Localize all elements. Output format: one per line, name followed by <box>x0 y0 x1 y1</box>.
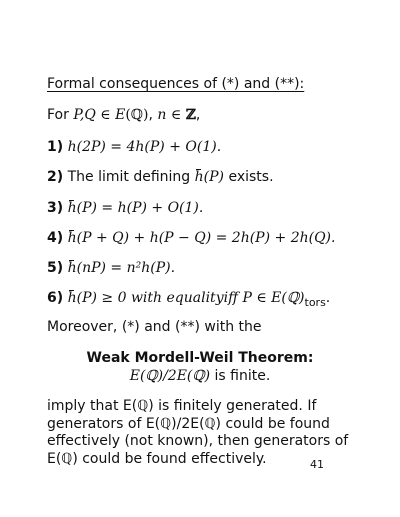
item-6-iff: iff <box>223 290 239 306</box>
item-6-end: . <box>325 290 331 306</box>
item-5 <box>47 259 175 277</box>
intro-end: , <box>195 107 201 123</box>
item-5-number: 5) <box>47 260 64 276</box>
theorem-title: Weak Mordell-Weil Theorem: <box>86 350 314 366</box>
item-2-text-end: exists. <box>224 169 274 185</box>
intro-prefix: For <box>47 107 74 123</box>
item-4-formula: h(P + Q) + h(P − Q) = 2h(P) + 2h(Q). <box>67 230 336 246</box>
conclusion-paragraph: imply that E(ℚ) is finitely generated. If generators of E(ℚ)/2E(ℚ) could be found effectively (not known), then generators of E(ℚ) could be found effectively. <box>47 398 349 467</box>
intro-in1: ∈ <box>95 107 116 123</box>
item-5-formula: h(nP) = n²h(P). <box>67 260 176 276</box>
item-2-formula: h(P) <box>194 169 224 185</box>
theorem-statement <box>0 367 400 385</box>
item-6 <box>47 289 330 312</box>
page-number: 41 <box>310 458 324 471</box>
intro-sep: , <box>148 107 158 123</box>
item-6-formula: h(P) ≥ 0 with equality <box>67 290 224 306</box>
item-6-subscript: tors <box>304 295 326 309</box>
intro-z: ℤ <box>185 107 196 123</box>
intro-curve: E <box>115 107 126 123</box>
item-4 <box>47 229 335 247</box>
item-1-formula: h(2P) = 4h(P) + O(1). <box>67 139 222 155</box>
intro-points: P,Q <box>73 107 96 123</box>
item-2 <box>47 168 274 186</box>
intro-n: n <box>157 107 167 123</box>
theorem-text: is finite. <box>210 368 271 384</box>
item-1 <box>47 138 221 156</box>
intro-line <box>47 106 200 124</box>
item-6-set: P ∈ E(ℚ) <box>238 290 305 306</box>
section-heading: Formal consequences of (*) and (**): <box>47 76 305 92</box>
item-4-number: 4) <box>47 230 64 246</box>
item-3 <box>47 199 203 217</box>
item-1-number: 1) <box>47 139 64 155</box>
item-2-text: The limit defining <box>67 169 195 185</box>
item-3-formula: h(P) = h(P) + O(1). <box>67 200 204 216</box>
moreover-line: Moreover, (*) and (**) with the <box>47 319 262 335</box>
intro-q: (ℚ) <box>125 107 149 123</box>
item-3-number: 3) <box>47 200 64 216</box>
item-2-number: 2) <box>47 169 64 185</box>
intro-in2: ∈ <box>166 107 186 123</box>
theorem-math: E(ℚ)/2E(ℚ) <box>129 368 211 384</box>
item-6-number: 6) <box>47 290 64 306</box>
